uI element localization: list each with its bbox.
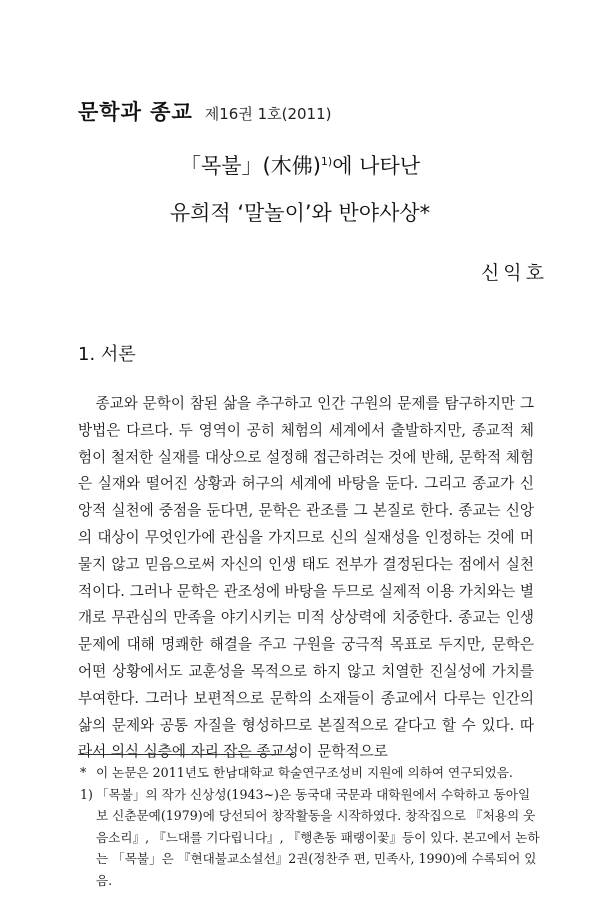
section-heading: 1. 서론 bbox=[78, 344, 136, 365]
author-name: 신익호 bbox=[480, 262, 548, 284]
footnote-item bbox=[78, 784, 540, 892]
title-line-1 bbox=[0, 150, 600, 180]
footnote-mark: * bbox=[80, 765, 87, 780]
footnote-text: 이 논문은 2011년도 한남대학교 학술연구조성비 지원에 의하여 연구되었음. bbox=[96, 765, 513, 780]
footnote-text: 「목불」의 작가 신상성(1943~)은 동국대 국문과 대학원에서 수학하고 동아일보 신춘문예(1979)에 당선되어 창작활동을 시작하였다. 창작집으로 『처용의 웃음소리』, 『느대를 기다립니다』, 『행촌동 패랭이꽃』등이 있다. 본고에서 논하는 「목불」은 『현대불교소설선』2권(정찬주 편, 민족사, 1990)에 수록되어 있음. bbox=[96, 786, 540, 888]
title-footnote-ref: 1) bbox=[320, 155, 333, 168]
issue-info: 제16권 1호(2011) bbox=[204, 105, 332, 123]
footnote-divider bbox=[78, 754, 294, 755]
journal-header bbox=[78, 96, 332, 126]
footnote-item bbox=[78, 762, 540, 784]
body-paragraph: 종교와 문학이 참된 삶을 추구하고 인간 구원의 문제를 탐구하지만 그 방법은 다르다. 두 영역이 공히 체험의 세계에서 출발하지만, 종교적 체험이 철저한 실재를 대상으로 설정해 접근하려는 것에 반해, 문학적 체험은 실재와 떨어진 상황과 허구의 세계에 바탕을 둔다. 그리고 종교가 신앙적 실천에 중점을 둔다면, 문학은 관조를 그 본질로 한다. 종교는 신앙의 대상이 무엇인가에 관심을 가지므로 신의 실재성을 인정하는 것에 머물지 않고 믿음으로써 자신의 인생 태도 전부가 결정된다는 점에서 실천적이다. 그러나 문학은 관조성에 바탕을 두므로 실제적 이용 가치와는 별개로 무관심의 만족을 야기시키는 미적 상상력에 치중한다. 종교는 인생 문제에 대해 명쾌한 해결을 주고 구원을 궁극적 목표로 두지만, 문학은 어떤 상황에서도 교훈성을 목적으로 하지 않고 치열한 진실성에 가치를 부여한다. 그러나 보편적으로 문학의 소재들이 종교에서 다루는 인간의 삶의 문제와 공통 자질을 형성하므로 본질적으로 같다고 할 수 있다. 따라서 의식 심층에 자리 잡은 종교성이 문학적으로 bbox=[78, 395, 534, 761]
footnote-mark: 1) bbox=[80, 786, 93, 802]
title-line-2: 유희적 ‘말놀이’와 반야사상* bbox=[169, 201, 431, 225]
journal-logo: 문학과 종교 bbox=[78, 100, 193, 124]
footnotes bbox=[78, 762, 540, 891]
title-prefix: 「목불」(木佛) bbox=[179, 154, 321, 178]
title-suffix: 에 나타난 bbox=[332, 154, 421, 178]
